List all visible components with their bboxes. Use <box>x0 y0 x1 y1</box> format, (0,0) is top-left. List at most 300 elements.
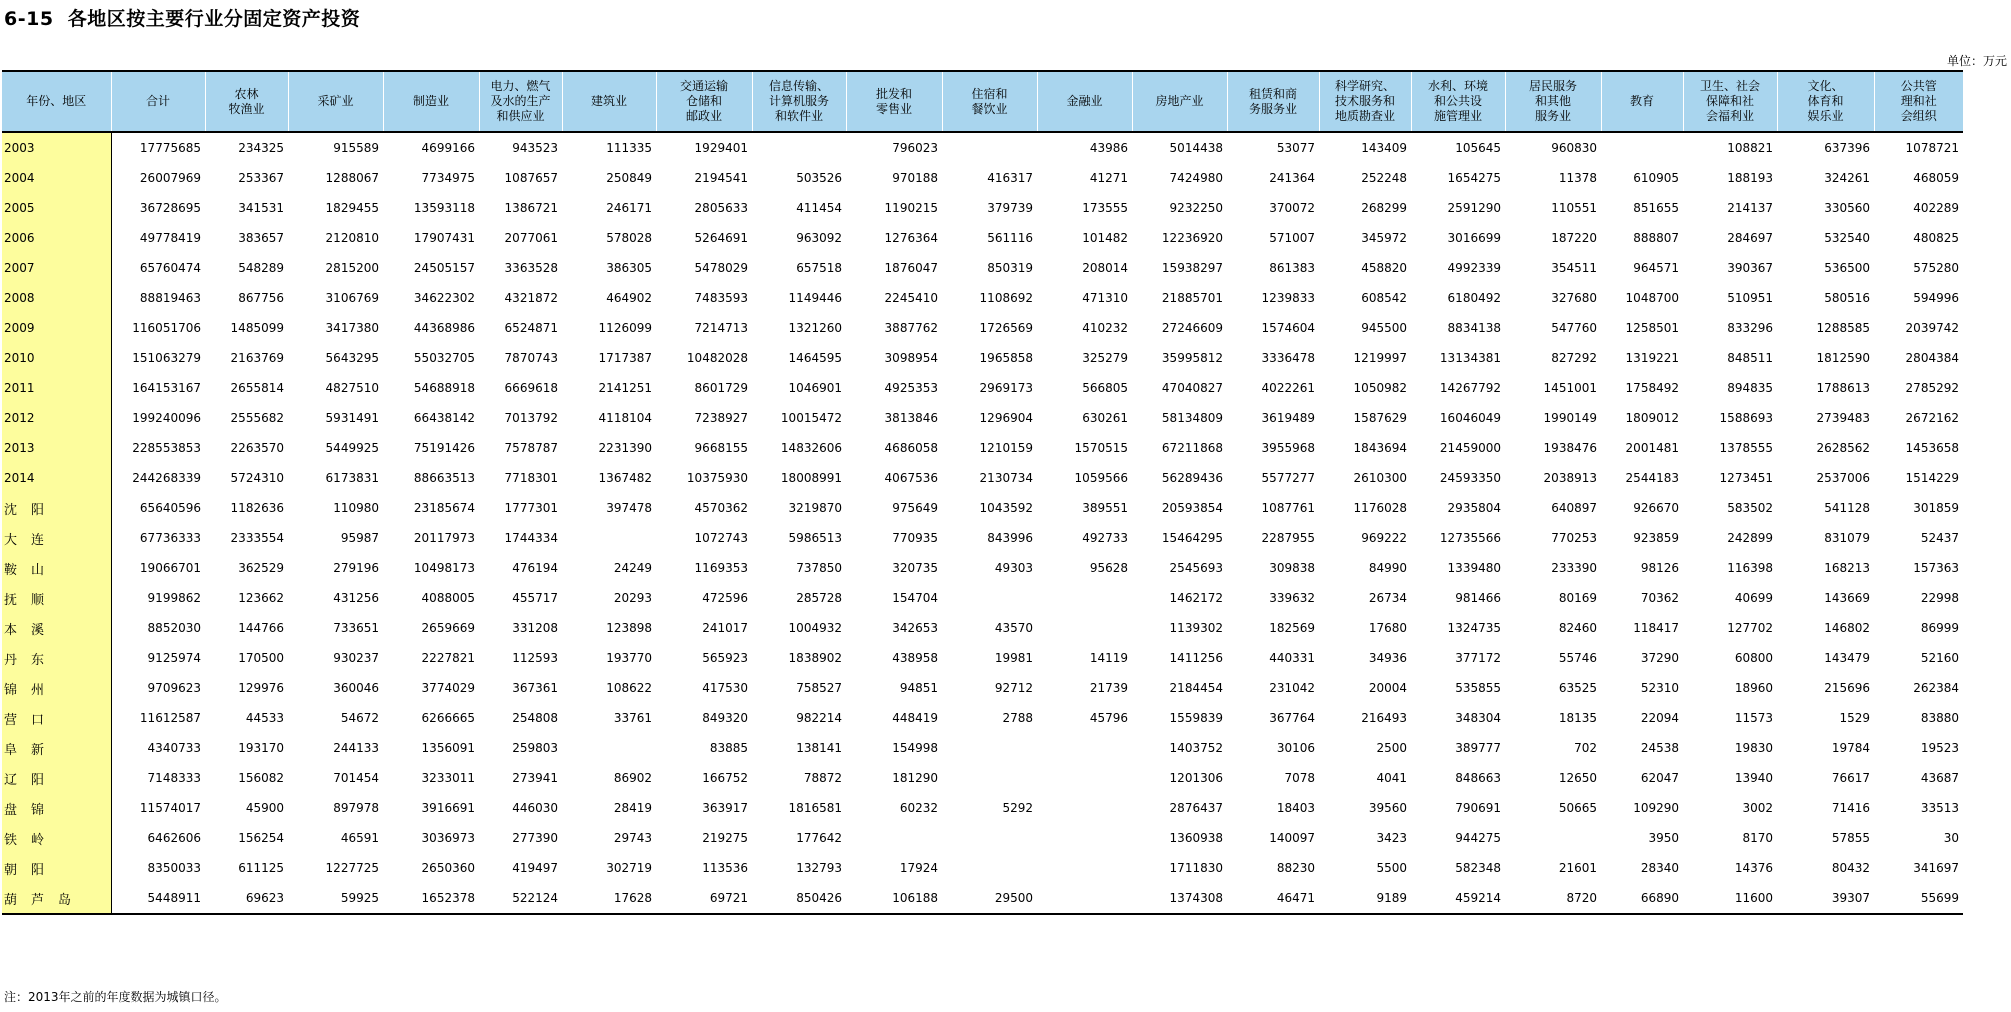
table-row <box>2 193 1963 223</box>
table-cell: 848663 <box>1455 771 1501 785</box>
table-cell: 548289 <box>238 261 284 275</box>
table-cell: 14267792 <box>1439 381 1501 395</box>
table-cell: 4088005 <box>421 591 475 605</box>
table-cell: 45796 <box>1089 711 1128 725</box>
table-cell: 43687 <box>1920 771 1959 785</box>
table-cell: 244268339 <box>111 463 205 493</box>
table-cell: 12650 <box>1558 771 1597 785</box>
table-cell: 1965858 <box>979 351 1033 365</box>
column-header-line: 服务业 <box>1534 109 1571 123</box>
table-cell: 657518 <box>796 261 842 275</box>
table-cell: 541128 <box>1824 501 1870 515</box>
table-cell: 389551 <box>1082 501 1128 515</box>
table-cell: 22998 <box>1920 591 1959 605</box>
column-header-line: 体育和 <box>1807 94 1844 108</box>
column-header-line: 水利、环境 <box>1427 79 1488 93</box>
table-cell <box>1505 823 1601 853</box>
table-cell: 7214713 <box>694 321 748 335</box>
table-cell: 11600 <box>1683 883 1777 914</box>
table-cell: 582348 <box>1455 861 1501 875</box>
table-cell: 44533 <box>245 711 284 725</box>
table-cell: 7148333 <box>111 763 205 793</box>
table-row <box>2 403 1963 433</box>
table-cell: 1288067 <box>325 171 379 185</box>
table-cell <box>752 132 846 163</box>
table-cell: 342653 <box>892 621 938 635</box>
table-cell: 367764 <box>1269 711 1315 725</box>
table-cell: 411454 <box>796 201 842 215</box>
column-header <box>1777 71 1874 132</box>
table-cell: 88230 <box>1276 861 1315 875</box>
table-cell: 302719 <box>606 861 652 875</box>
column-header <box>111 71 205 132</box>
table-cell: 867756 <box>238 291 284 305</box>
region-label: 大连 <box>2 523 111 553</box>
table-cell: 1296904 <box>979 411 1033 425</box>
table-cell: 532540 <box>1824 231 1870 245</box>
table-cell: 410232 <box>1082 321 1128 335</box>
table-cell <box>942 823 1037 853</box>
table-cell: 164153167 <box>111 373 205 403</box>
table-cell <box>1037 763 1132 793</box>
year-label: 2004 <box>2 163 111 193</box>
table-cell: 154704 <box>892 591 938 605</box>
table-cell: 43570 <box>994 621 1033 635</box>
table-cell: 851655 <box>1633 201 1679 215</box>
table-cell: 2141251 <box>598 381 652 395</box>
table-cell: 5643295 <box>325 351 379 365</box>
table-cell: 7870743 <box>504 351 558 365</box>
region-label: 辽阳 <box>2 763 111 793</box>
column-header <box>205 71 288 132</box>
table-cell: 1777301 <box>504 501 558 515</box>
table-cell: 88663513 <box>413 471 475 485</box>
table-cell: 15938297 <box>1161 261 1223 275</box>
table-cell: 2610300 <box>1353 471 1407 485</box>
table-cell: 1378555 <box>1719 441 1773 455</box>
table-cell: 9709623 <box>111 673 205 703</box>
table-cell: 2785292 <box>1905 381 1959 395</box>
table-row <box>2 583 1963 613</box>
table-cell: 34622302 <box>413 291 475 305</box>
table-cell: 66890 <box>1601 883 1683 914</box>
table-cell: 20593854 <box>1161 501 1223 515</box>
table-cell: 49303 <box>994 561 1033 575</box>
table-cell: 231042 <box>1269 681 1315 695</box>
table-cell: 56289436 <box>1161 471 1223 485</box>
year-label: 2008 <box>2 283 111 313</box>
table-cell: 324261 <box>1824 171 1870 185</box>
table-cell: 18008991 <box>780 471 842 485</box>
table-cell: 1929401 <box>694 141 748 155</box>
table-cell: 21739 <box>1089 681 1128 695</box>
table-row <box>2 493 1963 523</box>
table-cell: 535855 <box>1455 681 1501 695</box>
table-cell: 701454 <box>333 771 379 785</box>
table-cell: 2184454 <box>1169 681 1223 695</box>
table-cell: 199240096 <box>111 403 205 433</box>
table-cell: 402289 <box>1913 201 1959 215</box>
table-cell: 4067536 <box>884 471 938 485</box>
table-cell: 7424980 <box>1169 171 1223 185</box>
table-cell: 3813846 <box>884 411 938 425</box>
table-cell: 10498173 <box>413 561 475 575</box>
table-cell: 566805 <box>1082 381 1128 395</box>
column-header <box>752 71 846 132</box>
table-cell: 17628 <box>562 883 656 914</box>
table-cell: 18135 <box>1558 711 1597 725</box>
table-cell: 88819463 <box>111 283 205 313</box>
table-cell: 850319 <box>987 261 1033 275</box>
table-cell: 138141 <box>796 741 842 755</box>
table-cell: 464902 <box>606 291 652 305</box>
column-header <box>2 71 111 132</box>
table-cell: 10375930 <box>686 471 748 485</box>
table-cell: 234325 <box>238 141 284 155</box>
table-cell: 915589 <box>333 141 379 155</box>
table-cell: 54688918 <box>413 381 475 395</box>
table-cell: 13593118 <box>413 201 475 215</box>
table-cell: 3106769 <box>325 291 379 305</box>
column-header-line: 餐饮业 <box>971 101 1008 116</box>
table-cell: 116051706 <box>111 313 205 343</box>
table-cell: 241017 <box>702 621 748 635</box>
table-cell: 2001481 <box>1625 441 1679 455</box>
table-cell: 3916691 <box>421 801 475 815</box>
table-cell: 215696 <box>1824 681 1870 695</box>
table-cell: 54672 <box>340 711 379 725</box>
table-cell: 419497 <box>512 861 558 875</box>
table-cell: 110980 <box>333 501 379 515</box>
table-cell: 3950 <box>1648 831 1679 845</box>
table-cell: 944275 <box>1455 831 1501 845</box>
table-cell: 52160 <box>1920 651 1959 665</box>
table-cell: 39560 <box>1368 801 1407 815</box>
table-row <box>2 883 1963 914</box>
table-cell: 132793 <box>796 861 842 875</box>
column-header-line: 居民服务 <box>1528 79 1577 93</box>
table-cell: 1360938 <box>1169 831 1223 845</box>
column-header-line: 批发和 <box>875 86 912 101</box>
table-cell: 397478 <box>606 501 652 515</box>
table-cell: 59925 <box>288 883 383 914</box>
table-cell: 69721 <box>656 883 752 914</box>
table-cell: 982214 <box>796 711 842 725</box>
table-cell: 23185674 <box>413 501 475 515</box>
table-cell: 383657 <box>238 231 284 245</box>
table-cell: 737850 <box>796 561 842 575</box>
table-cell: 6266665 <box>421 711 475 725</box>
table-cell: 1149446 <box>788 291 842 305</box>
table-cell: 173555 <box>1082 201 1128 215</box>
table-cell: 43986 <box>1089 141 1128 155</box>
table-cell: 3417380 <box>325 321 379 335</box>
table-cell: 82460 <box>1558 621 1597 635</box>
table-cell: 17924 <box>899 861 938 875</box>
column-header <box>846 71 942 132</box>
table-cell: 4699166 <box>421 141 475 155</box>
column-header-line: 信息传输、 <box>768 79 829 93</box>
table-cell: 166752 <box>702 771 748 785</box>
table-cell: 19784 <box>1831 741 1870 755</box>
table-cell: 151063279 <box>111 343 205 373</box>
table-cell: 640897 <box>1551 501 1597 515</box>
table-cell: 897978 <box>333 801 379 815</box>
column-header-line: 计算机服务 <box>768 94 829 108</box>
table-cell: 390367 <box>1727 261 1773 275</box>
table-cell: 1574604 <box>1261 321 1315 335</box>
table-cell: 3002 <box>1742 801 1773 815</box>
table-cell: 55699 <box>1874 883 1963 914</box>
year-label: 2005 <box>2 193 111 223</box>
table-cell: 143479 <box>1824 651 1870 665</box>
column-header-line: 建筑业 <box>590 94 627 108</box>
table-cell: 284697 <box>1727 231 1773 245</box>
table-row <box>2 823 1963 853</box>
table-cell: 12236920 <box>1161 231 1223 245</box>
table-cell: 1190215 <box>884 201 938 215</box>
table-cell: 1059566 <box>1074 471 1128 485</box>
table-cell: 1048700 <box>1625 291 1679 305</box>
table-cell: 75191426 <box>413 441 475 455</box>
table-cell: 7238927 <box>694 411 748 425</box>
table-row <box>2 523 1963 553</box>
table-cell: 2120810 <box>325 231 379 245</box>
table-cell: 19066701 <box>111 553 205 583</box>
table-cell: 11612587 <box>111 703 205 733</box>
table-cell: 111335 <box>606 141 652 155</box>
table-cell: 60800 <box>1734 651 1773 665</box>
table-cell: 26734 <box>1368 591 1407 605</box>
table-cell: 69623 <box>205 883 288 914</box>
table-cell: 20117973 <box>413 531 475 545</box>
region-label: 朝阳 <box>2 853 111 883</box>
table-cell: 106188 <box>846 883 942 914</box>
table-row <box>2 343 1963 373</box>
table-cell: 360046 <box>333 681 379 695</box>
region-label: 铁岭 <box>2 823 111 853</box>
year-label: 2009 <box>2 313 111 343</box>
table-cell: 3363528 <box>504 261 558 275</box>
table-cell: 21459000 <box>1439 441 1501 455</box>
table-cell: 1559839 <box>1169 711 1223 725</box>
table-cell: 21885701 <box>1161 291 1223 305</box>
column-header <box>1319 71 1411 132</box>
column-header-line: 和公共设 <box>1433 94 1482 108</box>
table-cell: 4321872 <box>504 291 558 305</box>
table-row <box>2 613 1963 643</box>
table-cell: 28419 <box>613 801 652 815</box>
column-header-line: 技术服务和 <box>1334 94 1395 108</box>
table-cell: 3233011 <box>421 771 475 785</box>
table-cell: 156082 <box>238 771 284 785</box>
table-cell: 46471 <box>1227 883 1319 914</box>
column-header-line: 农林 <box>234 86 259 101</box>
table-cell: 18403 <box>1276 801 1315 815</box>
header-row <box>2 71 1963 132</box>
table-cell: 2130734 <box>979 471 1033 485</box>
table-cell: 228553853 <box>111 433 205 463</box>
table-cell: 926670 <box>1633 501 1679 515</box>
column-header-line: 卫生、社会 <box>1699 79 1760 93</box>
column-header <box>656 71 752 132</box>
table-cell: 241364 <box>1269 171 1315 185</box>
table-cell: 960830 <box>1551 141 1597 155</box>
table-cell: 113536 <box>702 861 748 875</box>
table-cell <box>562 733 656 763</box>
investment-table <box>2 70 1963 915</box>
year-label: 2007 <box>2 253 111 283</box>
table-row <box>2 132 1963 163</box>
table-cell: 2287955 <box>1261 531 1315 545</box>
table-cell: 471310 <box>1082 291 1128 305</box>
column-header <box>562 71 656 132</box>
column-header-line: 交通运输 <box>679 79 728 93</box>
table-cell: 3887762 <box>884 321 938 335</box>
table-cell: 2739483 <box>1816 411 1870 425</box>
table-cell: 76617 <box>1831 771 1870 785</box>
table-cell: 46591 <box>340 831 379 845</box>
table-row <box>2 253 1963 283</box>
table-cell <box>942 733 1037 763</box>
table-cell: 156254 <box>238 831 284 845</box>
table-cell: 84990 <box>1368 561 1407 575</box>
table-cell: 796023 <box>892 141 938 155</box>
table-cell: 2263570 <box>230 441 284 455</box>
table-cell: 17775685 <box>111 132 205 163</box>
table-cell: 330560 <box>1824 201 1870 215</box>
table-cell: 1809012 <box>1625 411 1679 425</box>
table-cell: 1570515 <box>1074 441 1128 455</box>
region-label: 本溪 <box>2 613 111 643</box>
table-cell: 1273451 <box>1719 471 1773 485</box>
table-cell: 1403752 <box>1169 741 1223 755</box>
table-cell: 55746 <box>1558 651 1597 665</box>
table-row <box>2 853 1963 883</box>
table-cell: 970188 <box>892 171 938 185</box>
column-header-line: 地质勘查业 <box>1334 109 1395 123</box>
table-cell: 861383 <box>1269 261 1315 275</box>
table-cell: 1072743 <box>694 531 748 545</box>
table-cell: 83885 <box>709 741 748 755</box>
table-cell: 930237 <box>333 651 379 665</box>
table-cell: 41271 <box>1089 171 1128 185</box>
table-cell: 127702 <box>1727 621 1773 635</box>
table-cell: 193170 <box>238 741 284 755</box>
table-row <box>2 673 1963 703</box>
table-row <box>2 553 1963 583</box>
table-cell: 1788613 <box>1816 381 1870 395</box>
table-cell: 575280 <box>1913 261 1959 275</box>
table-cell <box>1037 853 1132 883</box>
column-header-line: 公共管 <box>1900 79 1937 93</box>
table-cell: 24538 <box>1640 741 1679 755</box>
table-cell: 370072 <box>1269 201 1315 215</box>
table-row <box>2 313 1963 343</box>
table-cell: 140097 <box>1269 831 1315 845</box>
region-label: 鞍山 <box>2 553 111 583</box>
table-cell: 8170 <box>1742 831 1773 845</box>
table-cell: 9199862 <box>111 583 205 613</box>
table-cell: 4827510 <box>325 381 379 395</box>
table-cell: 4992339 <box>1447 261 1501 275</box>
table-cell: 964571 <box>1633 261 1679 275</box>
table-cell: 5986513 <box>788 531 842 545</box>
table-cell: 547760 <box>1551 321 1597 335</box>
column-header-line: 科学研究、 <box>1334 79 1395 93</box>
table-cell: 1816581 <box>788 801 842 815</box>
table-cell: 440331 <box>1269 651 1315 665</box>
table-cell: 3336478 <box>1261 351 1315 365</box>
table-cell: 4340733 <box>111 733 205 763</box>
region-label: 丹东 <box>2 643 111 673</box>
table-cell: 83880 <box>1920 711 1959 725</box>
table-cell: 831079 <box>1824 531 1870 545</box>
table-cell: 30106 <box>1276 741 1315 755</box>
table-cell: 354511 <box>1551 261 1597 275</box>
table-cell: 320735 <box>892 561 938 575</box>
year-label: 2014 <box>2 463 111 493</box>
table-cell: 285728 <box>796 591 842 605</box>
table-cell: 7734975 <box>421 171 475 185</box>
table-cell: 325279 <box>1082 351 1128 365</box>
table-cell: 14376 <box>1734 861 1773 875</box>
column-header-line: 金融业 <box>1066 94 1103 108</box>
column-header-line: 和软件业 <box>774 109 823 123</box>
region-label: 阜新 <box>2 733 111 763</box>
column-header-line: 娱乐业 <box>1807 109 1844 123</box>
table-cell: 446030 <box>512 801 558 815</box>
column-header <box>1601 71 1683 132</box>
table-cell: 3219870 <box>788 501 842 515</box>
table-cell: 26007969 <box>111 163 205 193</box>
table-cell: 1876047 <box>884 261 938 275</box>
table-cell: 4925353 <box>884 381 938 395</box>
table-row <box>2 163 1963 193</box>
table-cell: 1462172 <box>1169 591 1223 605</box>
table-cell: 143669 <box>1824 591 1870 605</box>
table-cell: 5577277 <box>1261 471 1315 485</box>
table-cell: 790691 <box>1455 801 1501 815</box>
table-cell: 4570362 <box>694 501 748 515</box>
column-header-line: 住宿和 <box>971 86 1008 101</box>
table-cell: 345972 <box>1361 231 1407 245</box>
table-cell: 45900 <box>245 801 284 815</box>
column-header-line: 采矿业 <box>317 94 354 108</box>
table-cell: 1726569 <box>979 321 1033 335</box>
table-cell: 208014 <box>1082 261 1128 275</box>
table-cell: 57855 <box>1831 831 1870 845</box>
column-header-line: 理和社 <box>1900 94 1937 108</box>
table-cell: 379739 <box>987 201 1033 215</box>
table-cell: 339632 <box>1269 591 1315 605</box>
table-cell: 9668155 <box>694 441 748 455</box>
table-cell: 8852030 <box>111 613 205 643</box>
table-cell: 1838902 <box>788 651 842 665</box>
table-cell: 1201306 <box>1169 771 1223 785</box>
table-cell: 6524871 <box>504 321 558 335</box>
table-cell: 1078721 <box>1905 141 1959 155</box>
table-cell: 386305 <box>606 261 652 275</box>
table-cell: 118417 <box>1633 621 1679 635</box>
table-cell: 510951 <box>1727 291 1773 305</box>
table-cell <box>1037 883 1132 914</box>
table-cell: 522124 <box>479 883 562 914</box>
table-cell: 95628 <box>1089 561 1128 575</box>
table-cell: 17680 <box>1368 621 1407 635</box>
table-cell: 18960 <box>1734 681 1773 695</box>
table-cell: 20293 <box>613 591 652 605</box>
